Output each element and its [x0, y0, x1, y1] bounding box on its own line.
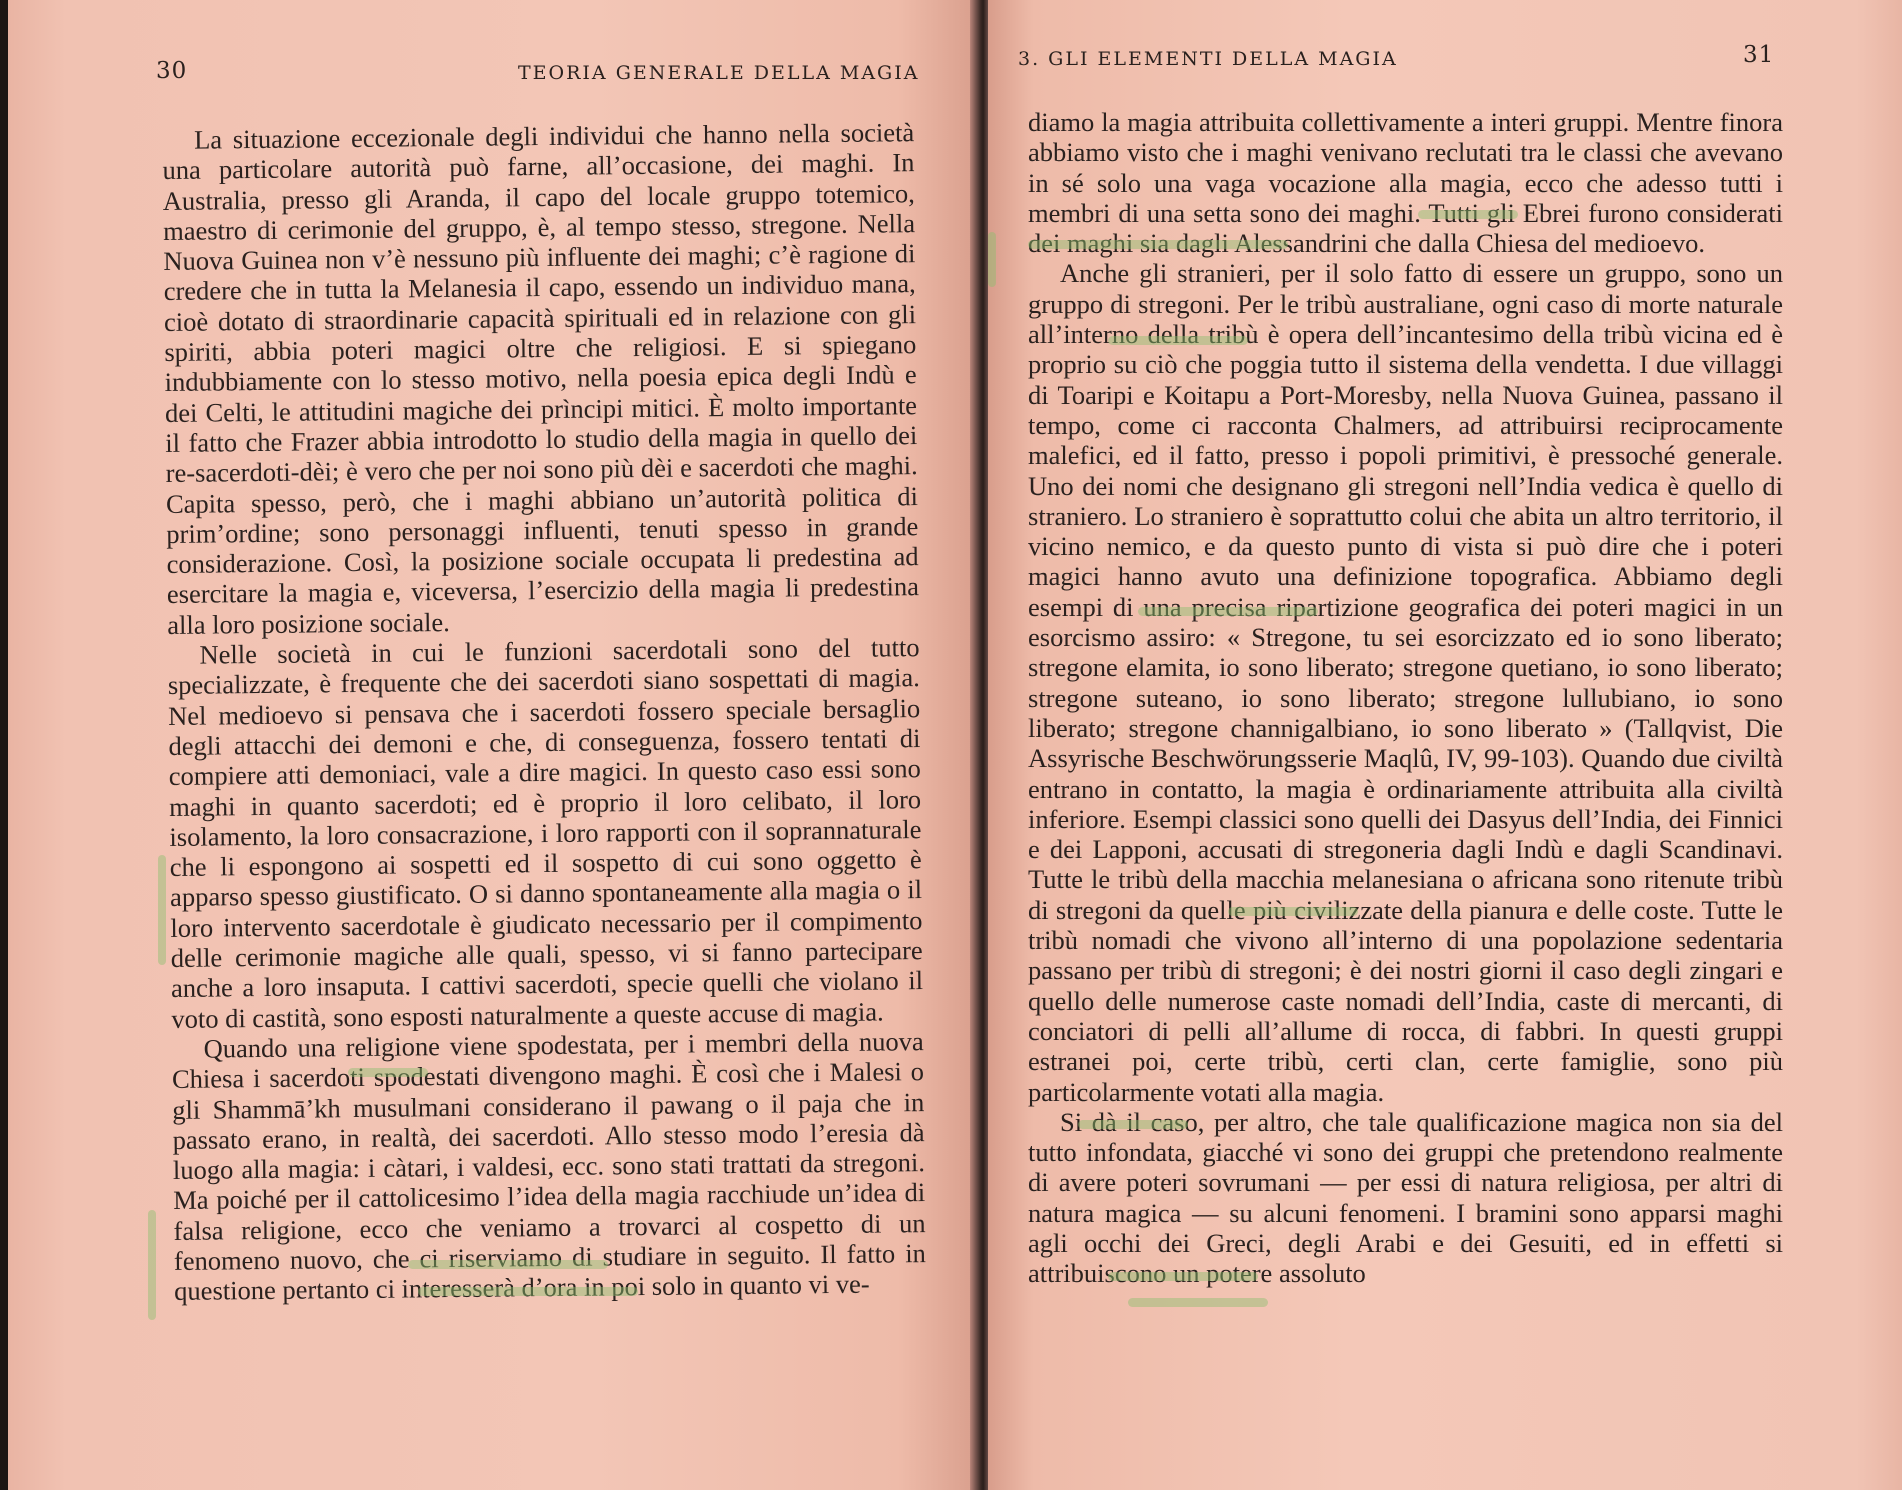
- highlight-mark: [418, 1287, 638, 1296]
- margin-mark: [988, 232, 996, 287]
- right-paragraph-1: diamo la magia attribuita collettivamente a interi gruppi. Mentre finora abbiamo visto che i maghi venivano reclutati tra le classi che avevano in sé solo una vaga vocazione alla magia, ecco che adesso tutti i membri di una setta sono dei maghi. Tutti gli Ebrei furono considerati dei maghi sia dagli Alessandrini che dalla Chiesa del medioevo.: [1028, 107, 1783, 259]
- right-page-number: 31: [1743, 42, 1775, 68]
- right-paragraph-2: Anche gli stranieri, per il solo fatto di essere un gruppo, sono un gruppo di stregoni. Per le tribù australiane, ogni caso di morte naturale all’interno della tribù è opera dell’incantesimo della tribù vicina ed è proprio su ciò che poggia tutto il sistema della vendetta. I due villaggi di Toaripi e Koitapu a Port-Moresby, nella Nuova Guinea, passano il tempo, come ci racconta Chalmers, ad attribuirsi reciprocamente malefici, ed il fatto, presso i popoli primitivi, è pressoché generale. Uno dei nomi che designano gli stregoni nell’India vedica è quello di straniero. Lo straniero è soprattutto colui che abita un altro territorio, il vicino nemico, e da questo punto di vista si può dire che i poteri magici hanno avuto una definizione topografica. Abbiamo degli esempi di una precisa ripartizione geografica dei poteri magici in un esorcismo assiro: « Stregone, tu sei esorcizzato ed io sono liberato; stregone elamita, io sono liberato; stregone quetiano, io sono liberato; stregone suteano, io sono liberato; stregone lullubiano, io sono liberato; stregone channigalbiano, io sono liberato » (Tallqvist, Die Assyrische Beschwörungsserie Maqlû, IV, 99-103). Quando due civiltà entrano in contatto, la magia è ordinariamente attribuita alla civiltà inferiore. Esempi classici sono quelli dei Dasyus dell’India, dei Finnici e dei Lapponi, accusati di stregoneria dagli Indù e dagli Scandinavi. Tutte le tribù della macchia melanesiana o africana sono ritenute tribù di stregoni da quelle più civilizzate della pianura e delle coste. Tutte le tribù nomadi che vivono all’interno di una popolazione sedentaria passano per tribù di stregoni; è dei nostri giorni il caso degli zingari e quello delle numerose caste nomadi dell’India, caste di mercanti, di conciatori di pelli all’allume di rocca, di fabbri. In questi gruppi estranei poi, certe tribù, certi clan, certe famiglie, sono più particolarmente votati alla magia.: [1028, 258, 1783, 1107]
- highlight-mark: [1228, 907, 1358, 916]
- left-page: [8, 0, 976, 1490]
- right-paragraph-3: Si dà il caso, per altro, che tale qualificazione magica non sia del tutto infondata, giacché vi sono dei gruppi che pretendono realmente di avere poteri sovrumani — per essi di natura religiosa, per altri di natura magica — su alcuni fenomeni. I bramini sono apparsi maghi agli occhi dei Greci, degli Arabi e dei Gesuiti, ed in effetti si attribuiscono un potere assoluto: [1028, 1106, 1783, 1289]
- left-page-number: 30: [156, 58, 188, 84]
- highlight-mark: [1128, 1298, 1268, 1307]
- highlight-mark: [408, 1260, 608, 1269]
- margin-mark: [148, 1210, 156, 1320]
- highlight-mark: [1418, 210, 1518, 219]
- highlight-mark: [1108, 336, 1248, 345]
- right-body-text: [1028, 107, 1783, 1289]
- left-paragraph-1: La situazione eccezionale degli individui che hanno nella società una particolare autorità può farne, all’occasione, dei maghi. In Australia, presso gli Aranda, il capo del locale gruppo totemico, maestro di cerimonie del gruppo, è, al tempo stesso, stregone. Nella Nuova Guinea non v’è nessuno più influente dei maghi; c’è ragione di credere che in tutta la Melanesia il capo, essendo un individuo mana, cioè dotato di straordinarie capacità spirituali ed in relazione con gli spiriti, abbia poteri magici oltre che religiosi. E si spiegano indubbiamente con lo stesso motivo, nella poesia epica degli Indù e dei Celti, le attitudini magiche dei prìncipi mitici. È molto importante il fatto che Frazer abbia introdotto lo studio della magia in quello dei re-sacerdoti-dèi; è vero che per noi sono più dèi e sacerdoti che maghi. Capita spesso, però, che i maghi abbiano un’autorità politica di prim’ordine; sono personaggi influenti, tenuti spesso in grande considerazione. Così, la posizione sociale occupata li predestina ad esercitare la magia e, viceversa, l’esercizio della magia li predestina alla loro posizione sociale.: [162, 117, 920, 640]
- right-page: [988, 0, 1902, 1490]
- highlight-mark: [1078, 1120, 1188, 1129]
- left-paragraph-3: Quando una religione viene spodestata, per i membri della nuova Chiesa i sacerdoti spodestati divengono maghi. È così che i Malesi o gli Shammā’kh musulmani considerano il pawang o il paja che in passato erano, in realtà, dei sacerdoti. Allo stesso modo l’eresia dà luogo alla magia: i càtari, i valdesi, ecc. sono stati trattati da stregoni. Ma poiché per il cattolicesimo l’idea della magia racchiude un’idea di falsa religione, ecco che veniamo a trovarci al cospetto di un fenomeno nuovo, che ci riserviamo di studiare in seguito. Il fatto in questione pertanto ci interesserà d’ora in poi solo in quanto vi ve-: [171, 1025, 927, 1307]
- right-running-head: 3. GLI ELEMENTI DELLA MAGIA: [1018, 48, 1398, 70]
- left-body-text: [162, 117, 926, 1306]
- left-paragraph-2: Nelle società in cui le funzioni sacerdotali sono del tutto specializzate, è frequente che dei sacerdoti siano sospettati di magia. Nel medioevo si pensava che i sacerdoti fossero speciale bersaglio degli attacchi dei demoni e che, di conseguenza, fossero tentati di compiere atti demoniaci, vale a dire magici. In questo caso essi sono maghi in quanto sacerdoti; ed è proprio il loro celibato, il loro isolamento, la loro consacrazione, i loro rapporti con il soprannaturale che li espongono ai sospetti ed il sospetto di cui sono oggetto è apparso spesso giustificato. O si danno spontaneamente alla magia o il loro intervento sacerdotale è giudicato necessario per il compimento delle cerimonie magiche alle quali, spesso, vi si fanno partecipare anche a loro insaputa. I cattivi sacerdoti, specie quelli che violano il voto di castità, sono esposti naturalmente a queste accuse di magia.: [167, 632, 924, 1034]
- highlight-mark: [348, 1068, 428, 1077]
- highlight-mark: [1138, 607, 1318, 616]
- highlight-mark: [1028, 240, 1288, 249]
- highlight-mark: [1108, 1272, 1258, 1281]
- margin-mark: [158, 855, 166, 965]
- left-running-head: TEORIA GENERALE DELLA MAGIA: [518, 62, 920, 84]
